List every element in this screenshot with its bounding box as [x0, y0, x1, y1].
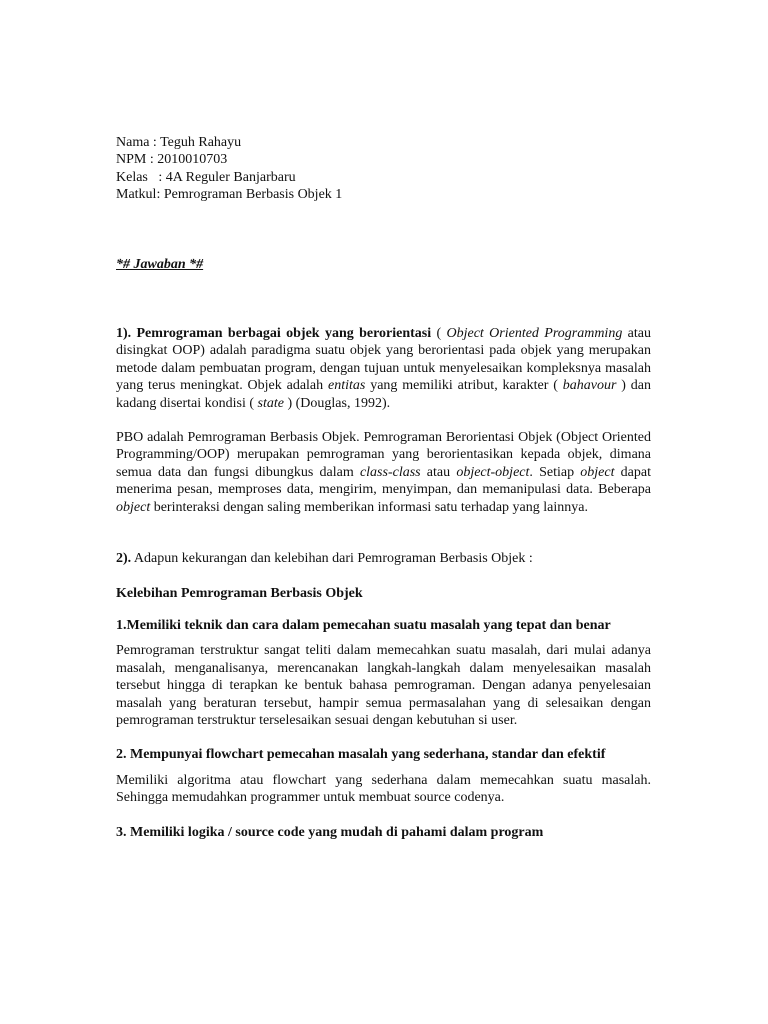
answer-1-lead: 1). Pemrograman berbagai objek yang berorientasi: [116, 326, 432, 342]
answer-1-paragraph: [116, 325, 651, 412]
text-run: berinteraksi dengan saling memberikan informasi satu terhadap yang lainnya.: [150, 499, 588, 515]
italic-term: object: [116, 499, 151, 515]
item-1-heading: 1.Memiliki teknik dan cara dalam pemecahan suatu masalah yang tepat dan benar: [116, 617, 611, 633]
text-run: ) dan kadang disertai kondisi (: [116, 378, 651, 411]
italic-term: bahavour: [562, 378, 617, 394]
text-run: ) (Douglas, 1992).: [283, 395, 391, 411]
pbo-definition-paragraph: [116, 429, 651, 516]
kelebihan-heading: Kelebihan Pemrograman Berbasis Objek: [116, 585, 363, 601]
text-run: PBO adalah Pemrograman Berbasis Objek. Pemrograman Berorientasi Objek (Object Oriented Programming/OOP) merupakan pemrograman yang berorientasikan kepada objek, dimana semua data dan fungsi dibungkus dalam: [116, 430, 651, 480]
text-run: (: [431, 326, 447, 342]
text-run: yang memiliki atribut, karakter (: [365, 378, 563, 394]
student-npm: NPM : 2010010703: [116, 152, 228, 168]
text-run: dapat menerima pesan, memproses data, mengirim, menyimpan, dan memanipulasi data. Beberapa: [116, 464, 651, 498]
item-1-body: Pemrograman terstruktur sangat teliti dalam memecahkan suatu masalah, dari mulai adanya masalah, menganalisanya, merencanakan langkah-langkah dalam menyelesaikan masalah tersebut hingga di terapkan ke bentuk bahasa pemrograman. Dengan adanya penyelesaian masalah yang beraturan tersebut, hampir semua permasalahan yang di selesaikan dengan pemrograman terstruktur terselesaikan sesuai dengan kebutuhan si user.: [116, 643, 651, 728]
italic-term: object-object: [456, 464, 530, 480]
item-2-body: Memiliki algoritma atau flowchart yang sederhana dalam memecahkan suatu masalah. Sehingga memudahkan programmer untuk membuat source codenya.: [116, 772, 651, 806]
italic-term: state: [257, 395, 284, 411]
text-run: atau disingkat OOP) adalah paradigma suatu objek yang berorientasi pada objek yang merupakan metode dalam pembuatan program, dengan tujuan untuk menyelesaikan kompleksnya masalah yang terus meningkat. Objek adalah: [116, 326, 651, 394]
answer-2-paragraph: [116, 550, 651, 567]
italic-term: Object Oriented Programming: [446, 326, 623, 342]
document-page: [116, 134, 651, 841]
course-name: Matkul: Pemrograman Berbasis Objek 1: [116, 187, 343, 203]
text-run: Adapun kekurangan dan kelebihan dari Pemrograman Berbasis Objek :: [131, 551, 533, 567]
italic-term: object: [580, 464, 615, 480]
text-run: . Setiap: [529, 464, 581, 480]
answer-heading: *# Jawaban *#: [116, 256, 204, 272]
italic-term: class-class: [359, 464, 421, 480]
item-3-heading: 3. Memiliki logika / source code yang mudah di pahami dalam program: [116, 824, 544, 840]
item-2-heading: 2. Mempunyai flowchart pemecahan masalah yang sederhana, standar dan efektif: [116, 747, 606, 763]
answer-2-lead: 2).: [116, 551, 132, 567]
student-name: Nama : Teguh Rahayu: [116, 135, 242, 150]
text-run: atau: [420, 464, 457, 480]
student-info: [116, 134, 651, 204]
italic-term: entitas: [328, 378, 366, 394]
student-class: Kelas : 4A Reguler Banjarbaru: [116, 169, 296, 185]
